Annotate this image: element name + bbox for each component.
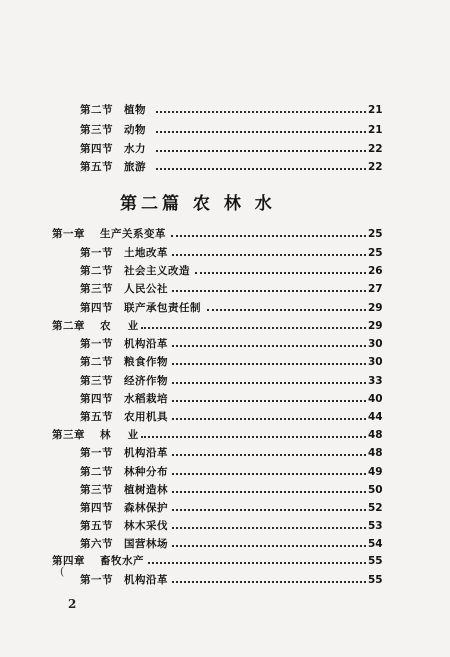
- toc-entry-page: 33: [368, 375, 383, 387]
- toc-entry-page: 25: [368, 247, 383, 259]
- toc-entry-page: 48: [368, 429, 383, 441]
- toc-entry-label: 第五节: [80, 411, 113, 423]
- page-number: 2: [68, 597, 77, 611]
- toc-entry-page: 55: [368, 574, 383, 586]
- dot-leader: [148, 562, 366, 564]
- toc-entry-title: 林种分布: [124, 466, 168, 478]
- toc-entry-title: 水力: [124, 143, 146, 155]
- dot-leader: [172, 290, 366, 292]
- toc-entry-label: 第四节: [80, 502, 113, 514]
- toc-chapter-entry: [0, 553, 450, 569]
- dot-leader: [172, 454, 366, 456]
- dot-leader: [172, 345, 366, 347]
- dot-leader: [172, 473, 366, 475]
- toc-entry-title: 农 业: [100, 320, 139, 332]
- toc-entry-label: 第二节: [80, 356, 113, 368]
- toc-entry: [0, 102, 450, 118]
- toc-chapter-entry: [0, 427, 450, 443]
- toc-entry-title: 机构沿革: [124, 338, 168, 350]
- dot-leader: [195, 272, 366, 274]
- toc-entry-label: 第三节: [80, 375, 113, 387]
- toc-entry-page: 29: [368, 302, 383, 314]
- toc-entry-title: 旅游: [124, 161, 146, 173]
- toc-entry-label: 第一节: [80, 447, 113, 459]
- stray-mark: (: [60, 565, 65, 578]
- toc-section-entry: [0, 281, 450, 297]
- toc-section-entry: [0, 391, 450, 407]
- dot-leader: [156, 150, 366, 152]
- dot-leader: [172, 382, 366, 384]
- toc-entry-page: 21: [368, 104, 383, 116]
- toc-entry-label: 第四节: [80, 393, 113, 405]
- dot-leader: [172, 363, 366, 365]
- toc-entry-title: 粮食作物: [124, 356, 168, 368]
- toc-entry-page: 26: [368, 265, 383, 277]
- toc-entry-page: 40: [368, 393, 383, 405]
- toc-entry-page: 44: [368, 411, 383, 423]
- toc-entry: [0, 122, 450, 138]
- toc-entry-label: 第三节: [80, 283, 113, 295]
- dot-leader: [172, 509, 366, 511]
- dot-leader: [156, 111, 366, 113]
- toc-section-entry: [0, 536, 450, 552]
- dot-leader: [141, 327, 366, 329]
- toc-entry-title: 森林保护: [124, 502, 168, 514]
- toc-entry-page: 29: [368, 320, 383, 332]
- toc-entry-title: 水稻栽培: [124, 393, 168, 405]
- dot-leader: [172, 400, 366, 402]
- toc-section-entry: [0, 409, 450, 425]
- part-heading: 第二篇 农 林 水: [120, 194, 276, 214]
- toc-entry-title: 国营林场: [124, 538, 168, 550]
- toc-section-entry: [0, 464, 450, 480]
- toc-entry-label: 第三节: [80, 484, 113, 496]
- toc-entry-label: 第六节: [80, 538, 113, 550]
- toc-entry-title: 经济作物: [124, 375, 168, 387]
- toc-entry-label: 第二节: [80, 466, 113, 478]
- toc-section-entry: [0, 336, 450, 352]
- dot-leader: [172, 418, 366, 420]
- toc-entry-title: 林 业: [100, 429, 139, 441]
- toc-entry-label: 第一节: [80, 247, 113, 259]
- toc-entry-title: 植树造林: [124, 484, 168, 496]
- toc-entry: [0, 141, 450, 157]
- toc-entry-page: 21: [368, 124, 383, 136]
- toc-entry-label: 第五节: [80, 520, 113, 532]
- toc-section-entry: [0, 300, 450, 316]
- dot-leader: [172, 527, 366, 529]
- toc-entry-label: 第一节: [80, 574, 113, 586]
- toc-section-entry: [0, 518, 450, 534]
- toc-entry-label: 第一章: [52, 228, 85, 240]
- toc-section-entry: [0, 572, 450, 588]
- dot-leader: [172, 491, 366, 493]
- dot-leader: [156, 131, 366, 133]
- toc-entry-title: 林木采伐: [124, 520, 168, 532]
- toc-entry-label: 第三节: [80, 124, 113, 136]
- toc-section-entry: [0, 263, 450, 279]
- toc-section-entry: [0, 354, 450, 370]
- dot-leader: [172, 581, 366, 583]
- toc-entry-title: 植物: [124, 104, 146, 116]
- toc-section-entry: [0, 445, 450, 461]
- toc-entry-page: 48: [368, 447, 383, 459]
- dot-leader: [172, 254, 366, 256]
- toc-entry-page: 52: [368, 502, 383, 514]
- toc-entry-page: 27: [368, 283, 383, 295]
- toc-entry-label: 第一节: [80, 338, 113, 350]
- toc-entry-title: 社会主义改造: [124, 265, 190, 277]
- toc-entry-title: 畜牧水产: [100, 555, 144, 567]
- toc-entry-label: 第三章: [52, 429, 85, 441]
- toc-entry-title: 联产承包责任制: [124, 302, 201, 314]
- dot-leader: [171, 235, 366, 237]
- toc-entry: [0, 159, 450, 175]
- toc-entry-page: 22: [368, 161, 383, 173]
- toc-entry-label: 第四章: [52, 555, 85, 567]
- dot-leader: [172, 545, 366, 547]
- toc-entry-page: 49: [368, 466, 383, 478]
- toc-chapter-entry: [0, 318, 450, 334]
- toc-entry-label: 第二节: [80, 265, 113, 277]
- dot-leader: [207, 309, 367, 311]
- toc-entry-title: 人民公社: [124, 283, 168, 295]
- toc-entry-page: 53: [368, 520, 383, 532]
- toc-entry-label: 第二章: [52, 320, 85, 332]
- toc-entry-label: 第五节: [80, 161, 113, 173]
- toc-section-entry: [0, 482, 450, 498]
- toc-entry-title: 生产关系变革: [100, 228, 166, 240]
- toc-entry-page: 25: [368, 228, 383, 240]
- toc-entry-title: 土地改革: [124, 247, 168, 259]
- toc-entry-title: 动物: [124, 124, 146, 136]
- toc-section-entry: [0, 373, 450, 389]
- toc-section-entry: [0, 245, 450, 261]
- toc-entry-page: 54: [368, 538, 383, 550]
- toc-entry-title: 机构沿革: [124, 574, 168, 586]
- toc-entry-page: 22: [368, 143, 383, 155]
- dot-leader: [156, 168, 366, 170]
- toc-section-entry: [0, 500, 450, 516]
- toc-chapter-entry: [0, 226, 450, 242]
- toc-entry-page: 50: [368, 484, 383, 496]
- toc-entry-title: 机构沿革: [124, 447, 168, 459]
- toc-entry-label: 第四节: [80, 143, 113, 155]
- toc-entry-page: 30: [368, 356, 383, 368]
- toc-entry-label: 第二节: [80, 104, 113, 116]
- toc-entry-title: 农用机具: [124, 411, 168, 423]
- toc-entry-label: 第四节: [80, 302, 113, 314]
- dot-leader: [141, 436, 366, 438]
- toc-entry-page: 30: [368, 338, 383, 350]
- toc-entry-page: 55: [368, 555, 383, 567]
